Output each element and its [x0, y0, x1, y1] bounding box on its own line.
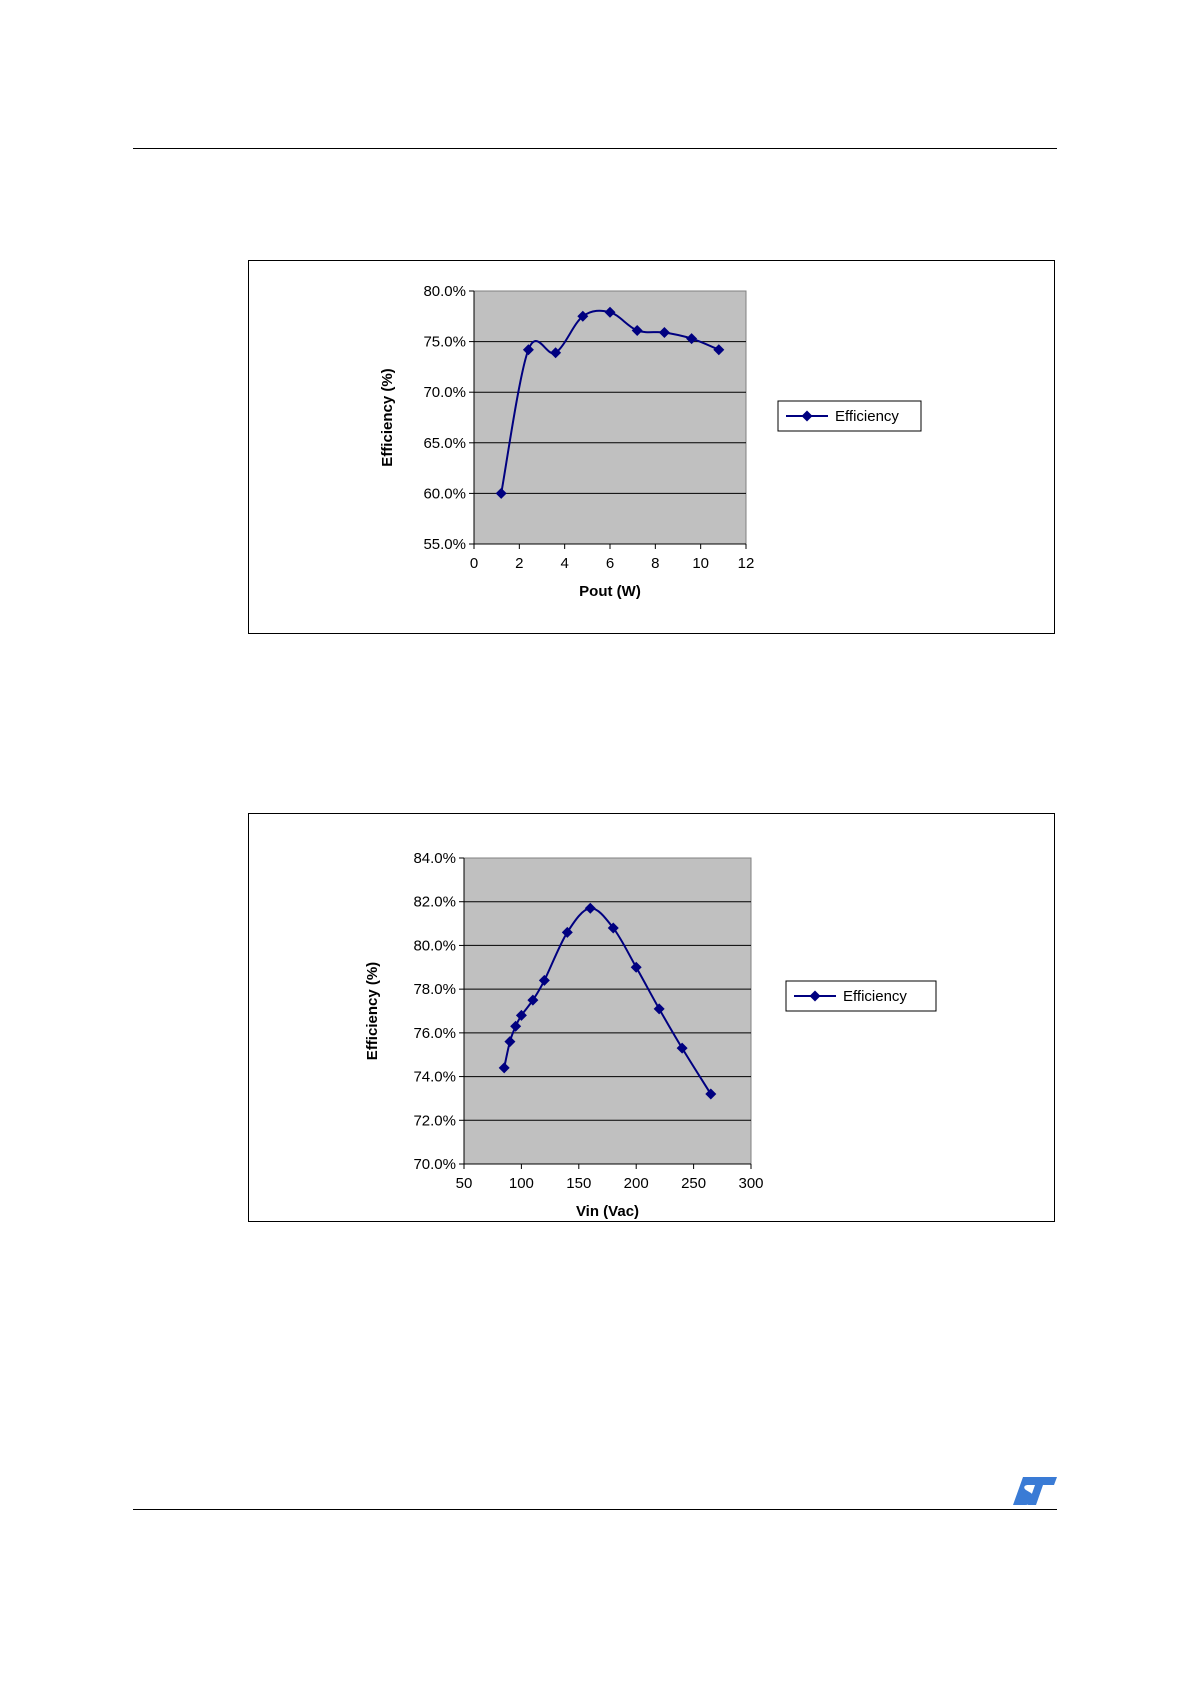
y-tick-label: 72.0% [413, 1112, 456, 1130]
y-axis-title: Efficiency (%) [364, 961, 381, 1061]
legend [778, 401, 921, 431]
x-tick-label: 10 [692, 555, 710, 572]
x-tick-label: 100 [508, 1175, 534, 1192]
x-tick-label: 200 [623, 1175, 649, 1192]
legend-label: Efficiency [835, 408, 899, 425]
x-tick-label: 0 [469, 555, 479, 572]
st-logo-icon [1010, 1476, 1058, 1506]
y-tick-label: 78.0% [413, 981, 456, 999]
chart-canvas [249, 261, 1056, 635]
efficiency-vs-vin-chart [248, 813, 1055, 1222]
efficiency-vs-pout-chart [248, 260, 1055, 634]
legend-label: Efficiency [843, 988, 907, 1005]
y-tick-label: 60.0% [423, 485, 466, 503]
plot-area [464, 858, 751, 1164]
x-tick-label: 4 [560, 555, 569, 572]
x-tick-label: 2 [515, 555, 524, 572]
x-tick-label: 12 [737, 555, 755, 572]
y-tick-label: 75.0% [423, 333, 466, 351]
footer-rule [133, 1509, 1057, 1510]
y-tick-label: 74.0% [413, 1068, 456, 1086]
legend [786, 981, 936, 1011]
y-tick-label: 70.0% [413, 1156, 456, 1173]
x-tick-label: 6 [605, 555, 615, 572]
y-tick-label: 80.0% [423, 283, 466, 300]
x-tick-label: 50 [455, 1175, 473, 1192]
x-axis-title: Pout (W) [579, 583, 641, 600]
y-tick-label: 80.0% [413, 937, 456, 955]
y-tick-label: 76.0% [413, 1024, 456, 1042]
x-tick-label: 150 [566, 1175, 592, 1192]
y-tick-label: 65.0% [423, 434, 466, 452]
y-tick-label: 84.0% [413, 850, 456, 867]
x-tick-label: 8 [651, 555, 660, 572]
y-axis-title: Efficiency (%) [379, 368, 396, 467]
chart-canvas [249, 814, 1056, 1223]
y-tick-label: 82.0% [413, 893, 456, 911]
x-axis-title: Vin (Vac) [575, 1203, 640, 1220]
header-rule [133, 148, 1057, 149]
y-tick-label: 70.0% [423, 384, 466, 402]
y-tick-label: 55.0% [423, 536, 466, 553]
x-tick-label: 300 [738, 1175, 764, 1192]
x-tick-label: 250 [681, 1175, 707, 1192]
